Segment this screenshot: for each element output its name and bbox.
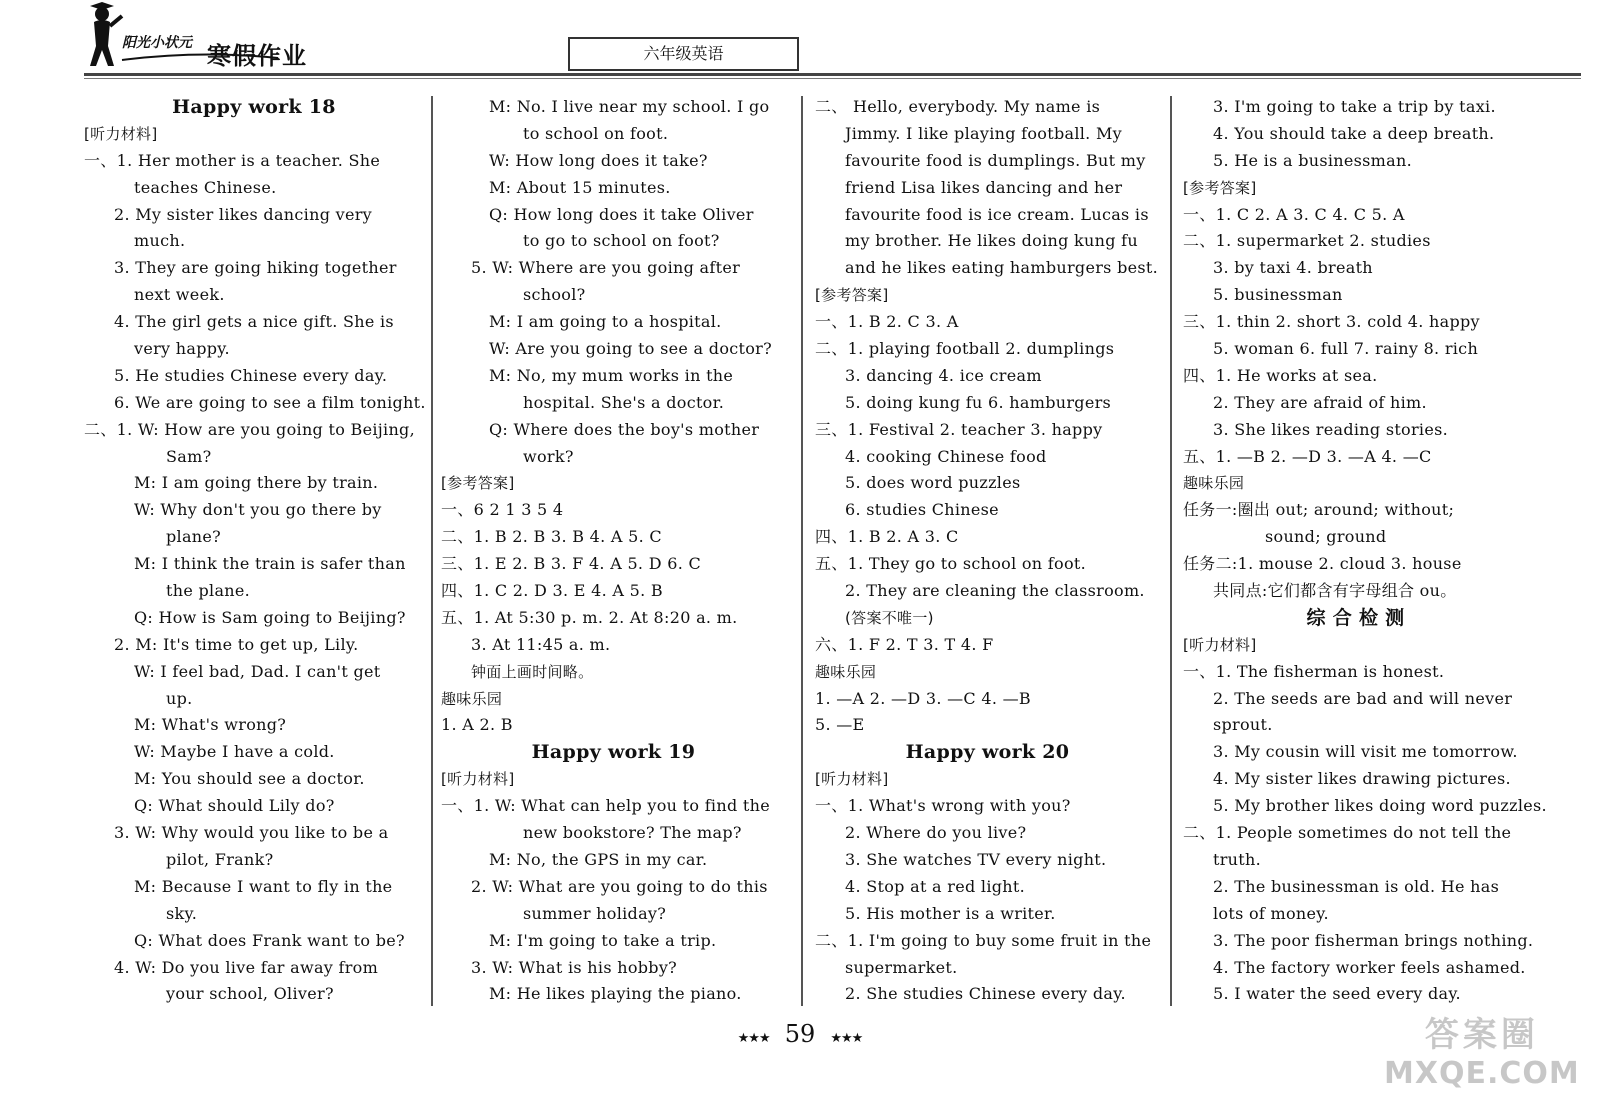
- text-line: 3. W: What is his hobby?: [471, 957, 678, 977]
- text-line: my brother. He likes doing kung fu: [845, 231, 1138, 251]
- text-line: M: What's wrong?: [134, 715, 287, 735]
- text-line: lots of money.: [1213, 903, 1329, 923]
- answer-line: 三、1. E 2. B 3. F 4. A 5. D 6. C: [441, 554, 702, 574]
- section-label: [听力材料]: [1183, 635, 1257, 654]
- answer-line: 5. —E: [815, 715, 865, 735]
- answer-line: 1. A 2. B: [441, 715, 513, 735]
- text-line: new bookstore? The map?: [523, 823, 742, 843]
- text-line: M: You should see a doctor.: [134, 769, 365, 789]
- text-line: W: How long does it take?: [489, 150, 708, 170]
- section-label: [参考答案]: [1183, 178, 1257, 197]
- answer-line: sound; ground: [1265, 527, 1387, 547]
- watermark-url: MXQE.COM: [1384, 1056, 1580, 1091]
- text-line: sprout.: [1213, 715, 1273, 735]
- section-title: 综 合 检 测: [1306, 606, 1405, 629]
- answer-line: 共同点:它们都含有字母组合 ou。: [1213, 581, 1457, 601]
- text-line: 5. He studies Chinese every day.: [114, 365, 388, 385]
- text-line: 二、1. People sometimes do not tell the: [1183, 823, 1512, 843]
- answer-column-1: [84, 94, 424, 1008]
- text-line: 5. My brother likes doing word puzzles.: [1213, 796, 1547, 816]
- fun-corner-label: 趣味乐园: [441, 689, 503, 708]
- answer-line: 任务二:1. mouse 2. cloud 3. house: [1183, 554, 1462, 574]
- text-line: M: No. I live near my school. I go: [489, 97, 770, 116]
- text-line: Q: What should Lily do?: [134, 796, 335, 816]
- text-line: much.: [134, 231, 186, 251]
- column-divider: [431, 96, 433, 1006]
- text-line: the plane.: [166, 581, 251, 601]
- text-line: Q: How is Sam going to Beijing?: [134, 607, 406, 627]
- answer-line: 3. She likes reading stories.: [1213, 419, 1449, 439]
- text-line: 5. W: Where are you going after: [471, 258, 741, 278]
- series-title: 寒假作业: [207, 42, 307, 70]
- answer-line: 钟面上画时间略。: [471, 662, 594, 681]
- answer-line: 1. —A 2. —D 3. —C 4. —B: [815, 688, 1031, 708]
- answer-note: (答案不唯一): [845, 608, 934, 627]
- text-line: 5. I water the seed every day.: [1213, 984, 1461, 1004]
- text-line: hospital. She's a doctor.: [523, 392, 725, 412]
- text-line: 二、1. I'm going to buy some fruit in the: [815, 930, 1152, 950]
- answer-line: 3. by taxi 4. breath: [1213, 258, 1373, 278]
- text-line: 4. Stop at a red light.: [845, 876, 1026, 896]
- text-line: very happy.: [134, 339, 230, 359]
- text-line: W: Why don't you go there by: [134, 500, 382, 520]
- text-line: 2. My sister likes dancing very: [114, 204, 373, 224]
- section-title: Happy work 18: [172, 96, 336, 118]
- answer-line: 5. businessman: [1213, 285, 1343, 305]
- text-line: M: No, my mum works in the: [489, 365, 734, 385]
- text-line: favourite food is dumplings. But my: [845, 150, 1146, 170]
- text-line: pilot, Frank?: [166, 849, 274, 869]
- section-label: [参考答案]: [441, 474, 515, 493]
- answer-line: 一、1. C 2. A 3. C 4. C 5. A: [1183, 204, 1405, 224]
- text-line: M: No, the GPS in my car.: [489, 849, 708, 869]
- text-line: M: About 15 minutes.: [489, 177, 671, 197]
- text-line: 4. The factory worker feels ashamed.: [1213, 957, 1526, 977]
- text-line: 一、1. The fisherman is honest.: [1183, 661, 1445, 681]
- answer-line: 一、6 2 1 3 5 4: [441, 500, 564, 520]
- text-line: Sam?: [166, 446, 212, 466]
- answer-line: 三、1. Festival 2. teacher 3. happy: [815, 419, 1103, 439]
- text-line: sky.: [166, 903, 198, 923]
- page-header: [0, 0, 1600, 90]
- text-line: school?: [523, 285, 586, 305]
- text-line: 3. The poor fisherman brings nothing.: [1213, 930, 1534, 950]
- text-line: M: I think the train is safer than: [134, 554, 406, 574]
- text-line: 一、1. Her mother is a teacher. She: [84, 150, 381, 170]
- text-line: M: I'm going to take a trip.: [489, 930, 717, 950]
- answer-line: 四、1. B 2. A 3. C: [815, 527, 959, 547]
- text-line: and he likes eating hamburgers best.: [845, 258, 1159, 278]
- fun-corner-label: 趣味乐园: [1183, 474, 1245, 493]
- text-line: M: He likes playing the piano.: [489, 984, 742, 1004]
- column-divider: [801, 96, 803, 1006]
- header-rule-thin: [84, 78, 1581, 79]
- text-line: 2. The seeds are bad and will never: [1213, 688, 1513, 708]
- watermark-logo-text: 答案圈: [1424, 1015, 1539, 1055]
- section-label: [听力材料]: [815, 770, 889, 789]
- answer-line: 3. At 11:45 a. m.: [471, 634, 611, 654]
- text-line: 3. She watches TV every night.: [845, 849, 1107, 869]
- text-line: to school on foot.: [523, 123, 669, 143]
- text-line: 一、1. What's wrong with you?: [815, 796, 1071, 816]
- text-line: 一、1. W: What can help you to find the: [441, 796, 770, 816]
- text-line: up.: [166, 688, 193, 708]
- answer-line: 一、1. B 2. C 3. A: [815, 312, 959, 332]
- brand-script: 阳光小状元: [122, 35, 192, 51]
- answer-line: 四、1. C 2. D 3. E 4. A 5. B: [441, 581, 663, 601]
- answer-line: 五、1. At 5:30 p. m. 2. At 8:20 a. m.: [441, 607, 738, 627]
- text-line: next week.: [134, 285, 225, 305]
- text-line: 二、1. W: How are you going to Beijing,: [84, 419, 415, 439]
- text-line: M: Because I want to fly in the: [134, 876, 393, 896]
- answer-line: 3. dancing 4. ice cream: [845, 365, 1042, 385]
- answer-line: 五、1. —B 2. —D 3. —A 4. —C: [1183, 446, 1432, 466]
- answer-line: 四、1. He works at sea.: [1183, 365, 1378, 385]
- star-ornament-left: ★★★: [737, 1031, 770, 1046]
- answer-line: 5. doing kung fu 6. hamburgers: [845, 392, 1112, 412]
- text-line: 6. We are going to see a film tonight.: [114, 392, 426, 412]
- answer-column-4: [1183, 94, 1547, 1008]
- text-line: 2. Where do you live?: [845, 823, 1027, 843]
- text-line: 3. My cousin will visit me tomorrow.: [1213, 742, 1518, 762]
- page-footer: [0, 1020, 1600, 1048]
- answer-line: 二、1. B 2. B 3. B 4. A 5. C: [441, 527, 662, 547]
- answer-line: 6. studies Chinese: [845, 500, 999, 520]
- text-line: summer holiday?: [523, 903, 667, 923]
- page-number: 59: [784, 1020, 816, 1048]
- answer-line: 六、1. F 2. T 3. T 4. F: [815, 634, 994, 654]
- text-line: favourite food is ice cream. Lucas is: [845, 204, 1149, 224]
- text-line: to go to school on foot?: [523, 231, 720, 251]
- text-line: Q: Where does the boy's mother: [489, 419, 760, 439]
- header-rule: [84, 73, 1581, 76]
- text-line: 3. I'm going to take a trip by taxi.: [1213, 97, 1496, 116]
- answer-line: 5. does word puzzles: [845, 473, 1021, 493]
- text-line: 5. He is a businessman.: [1213, 150, 1412, 170]
- text-line: W: I feel bad, Dad. I can't get: [134, 661, 381, 681]
- text-line: 4. The girl gets a nice gift. She is: [114, 312, 394, 332]
- answer-line: 5. woman 6. full 7. rainy 8. rich: [1213, 339, 1479, 359]
- column-divider: [1170, 96, 1172, 1006]
- section-label: [听力材料]: [84, 124, 158, 143]
- text-line: friend Lisa likes dancing and her: [845, 177, 1123, 197]
- text-line: W: Are you going to see a doctor?: [489, 339, 773, 359]
- text-line: teaches Chinese.: [134, 177, 277, 197]
- answer-line: 2. They are cleaning the classroom.: [845, 581, 1145, 601]
- text-line: supermarket.: [845, 957, 958, 977]
- section-title: Happy work 19: [531, 741, 696, 764]
- text-line: Q: What does Frank want to be?: [134, 930, 405, 950]
- site-watermark: [1384, 1007, 1580, 1091]
- text-line: 4. W: Do you live far away from: [114, 957, 379, 977]
- text-line: Jimmy. I like playing football. My: [845, 123, 1122, 143]
- text-line: your school, Oliver?: [166, 984, 334, 1004]
- star-ornament-right: ★★★: [830, 1031, 863, 1046]
- grade-subject-label: 六年级英语: [568, 37, 799, 71]
- text-line: work?: [523, 446, 574, 466]
- text-line: 3. W: Why would you like to be a: [114, 823, 389, 843]
- answer-line: 2. They are afraid of him.: [1213, 392, 1427, 412]
- answer-line: 任务一:圈出 out; around; without;: [1183, 500, 1455, 520]
- text-line: 4. My sister likes drawing pictures.: [1213, 769, 1511, 789]
- section-title: Happy work 20: [905, 741, 1070, 764]
- text-line: truth.: [1213, 849, 1262, 869]
- answer-line: 二、1. playing football 2. dumplings: [815, 339, 1115, 359]
- text-line: M: I am going there by train.: [134, 473, 379, 493]
- text-line: W: Maybe I have a cold.: [134, 742, 335, 762]
- answer-column-3: [815, 94, 1160, 1008]
- fun-corner-label: 趣味乐园: [815, 662, 877, 681]
- section-label: [参考答案]: [815, 286, 889, 305]
- text-line: 2. W: What are you going to do this: [471, 876, 768, 896]
- text-line: M: I am going to a hospital.: [489, 312, 722, 332]
- text-line: 二、 Hello, everybody. My name is: [815, 97, 1101, 116]
- text-line: 5. His mother is a writer.: [845, 903, 1056, 923]
- text-line: plane?: [166, 527, 222, 547]
- text-line: 2. The businessman is old. He has: [1213, 876, 1500, 896]
- answer-line: 二、1. supermarket 2. studies: [1183, 231, 1431, 251]
- section-label: [听力材料]: [441, 770, 515, 789]
- mascot-icon: [80, 2, 124, 72]
- answer-line: 五、1. They go to school on foot.: [815, 554, 1087, 574]
- text-line: 3. They are going hiking together: [114, 258, 397, 278]
- text-line: Q: How long does it take Oliver: [489, 204, 754, 224]
- text-line: 2. M: It's time to get up, Lily.: [114, 634, 359, 654]
- text-line: 2. She studies Chinese every day.: [845, 984, 1126, 1004]
- answer-line: 4. cooking Chinese food: [845, 446, 1047, 466]
- text-line: 4. You should take a deep breath.: [1213, 123, 1495, 143]
- answer-line: 三、1. thin 2. short 3. cold 4. happy: [1183, 312, 1480, 332]
- answer-column-2: [441, 94, 786, 1008]
